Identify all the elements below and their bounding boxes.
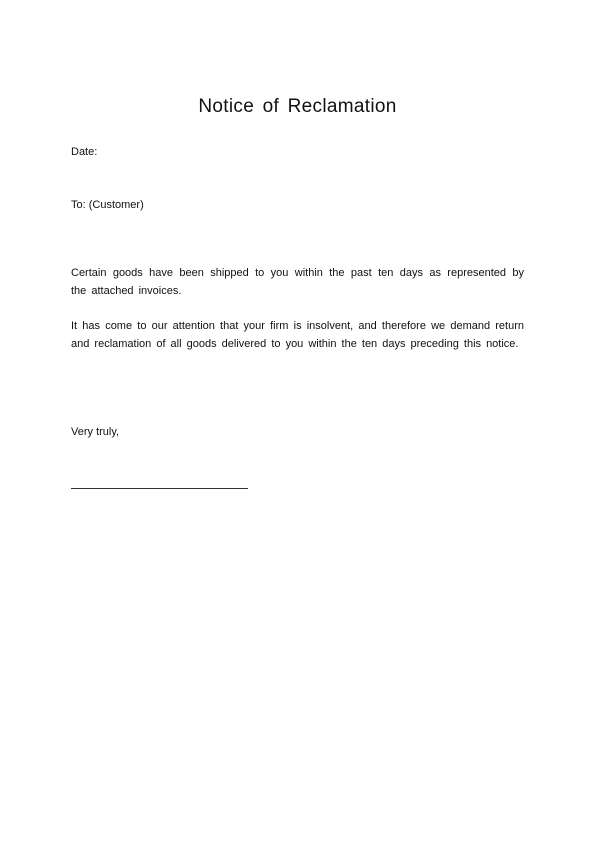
closing-salutation: Very truly, [71, 426, 120, 438]
document-title: Notice of Reclamation [198, 96, 397, 117]
recipient-field-label: To: (Customer) [71, 199, 144, 211]
body-paragraph-shipment: Certain goods have been shipped to you within the past ten days as represented by the attached invoices. [71, 267, 524, 297]
body-paragraph-demand: It has come to our attention that your firm is insolvent, and therefore we demand return and reclamation of all goods delivered to you within the ten days preceding this notice. [71, 320, 524, 350]
date-field-label: Date: [71, 146, 98, 158]
signature-line [71, 488, 248, 489]
